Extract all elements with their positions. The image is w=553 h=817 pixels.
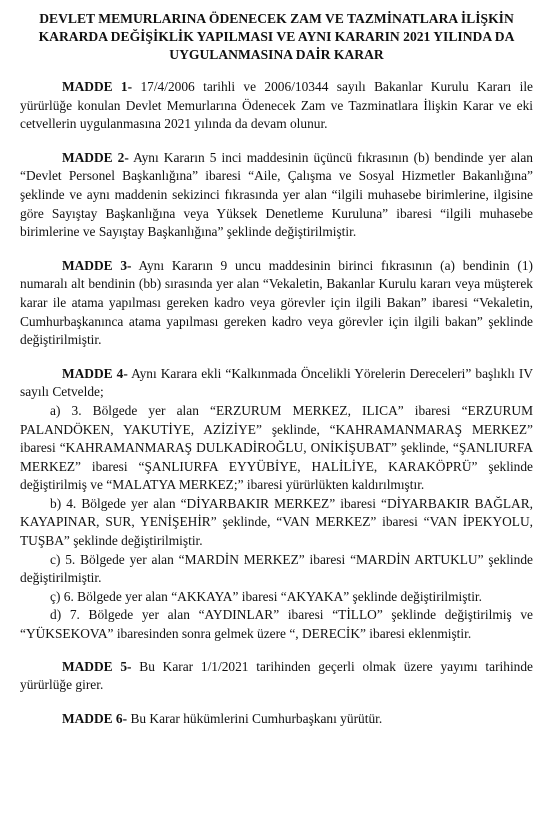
article-4-label: MADDE 4- — [62, 365, 128, 381]
article-5-text: Bu Karar 1/1/2021 tarihinden geçerli olmak üzere yayımı tarihinde yürürlüğe girer. — [20, 658, 533, 693]
article-1-text: 17/4/2006 tarihli ve 2006/10344 sayılı Bakanlar Kurulu Kararı ile yürürlüğe konulan Devlet Memurlarına Ödenecek Zam ve Tazminatlara İlişkin Karar ve eki cetvellerin uygulanmasına 2021 yılında da devam olunur. — [20, 79, 533, 132]
article-4-item-c: c) 5. Bölgede yer alan “MARDİN MERKEZ” ibaresi “MARDİN ARTUKLU” şeklinde değiştirilmiştir. — [20, 551, 533, 586]
title-line: DEVLET MEMURLARINA ÖDENECEK ZAM VE TAZMİNATLARA İLİŞKİN — [39, 11, 514, 26]
article-4-item-c-cedilla: ç) 6. Bölgede yer alan “AKKAYA” ibaresi “AKYAKA” şeklinde değiştirilmiştir. — [50, 588, 482, 604]
article-4-text: Aynı Karara ekli “Kalkınmada Öncelikli Yörelerin Dereceleri” başlıklı IV sayılı Cetvelde; — [20, 365, 533, 400]
article-4-paragraph — [20, 365, 533, 402]
article-1 — [20, 78, 533, 134]
article-5-label: MADDE 5- — [62, 658, 132, 674]
article-2-text: Aynı Kararın 5 inci maddesinin üçüncü fıkrasının (b) bendinde yer alan “Devlet Personel Başkanlığına” ibaresi “Aile, Çalışma ve Sosyal Hizmetler Bakanlığına” şeklinde ve aynı maddenin sekizinci fıkrasında yer alan “ilgili muhasebe birimlerine, ilgisine göre Sayıştay Başkanlığına veya Yüksek Denetleme Kuruluna” ibaresi “ilgili muhasebe birimlerine ve Sayıştay Başkanlığına” şeklinde değiştirilmiştir. — [20, 149, 534, 240]
article-5-paragraph — [20, 658, 533, 695]
document-title — [20, 10, 533, 64]
article-1-paragraph — [20, 78, 533, 134]
article-2-label: MADDE 2- — [62, 149, 129, 165]
article-2-paragraph — [20, 149, 533, 242]
article-1-label: MADDE 1- — [62, 79, 133, 94]
article-6-text: Bu Karar hükümlerini Cumhurbaşkanı yürütür. — [127, 710, 383, 726]
article-4-item-a: a) 3. Bölgede yer alan “ERZURUM MERKEZ, ILICA” ibaresi “ERZURUM PALANDÖKEN, YAKUTİYE, AZİZİYE” şeklinde, “KAHRAMANMARAŞ MERKEZ” ibaresi “KAHRAMANMARAŞ DULKADİROĞLU, ONİKİŞUBAT” şeklinde, “ŞANLIURFA MERKEZ” ibaresi “ŞANLIURFA EYYÜBİYE, HALİLİYE, KARAKÖPRÜ” şeklinde değiştirilmiş ve “MALATYA MERKEZ;” ibaresi yürürlükten kaldırılmıştır. — [20, 402, 533, 493]
article-2 — [20, 149, 533, 242]
article-4-item-b: b) 4. Bölgede yer alan “DİYARBAKIR MERKEZ” ibaresi “DİYARBAKIR BAĞLAR, KAYAPINAR, SUR, YENİŞEHİR” şeklinde, “VAN MERKEZ” ibaresi “VAN İPEKYOLU, TUŞBA” şeklinde değiştirilmiştir. — [20, 495, 533, 549]
article-3 — [20, 257, 533, 350]
article-4-item-d: d) 7. Bölgede yer alan “AYDINLAR” ibaresi “TİLLO” şeklinde değiştirilmiş ve “YÜKSEKOVA” ibaresinden sonra gelmek üzere “, DERECİK” ibaresi eklenmiştir. — [20, 607, 533, 642]
article-3-paragraph — [20, 257, 533, 350]
title-line: UYGULANMASINA DAİR KARAR — [169, 47, 384, 62]
article-3-label: MADDE 3- — [62, 257, 132, 273]
article-4 — [20, 365, 533, 644]
title-line: KARARDA DEĞİŞİKLİK YAPILMASI VE AYNI KARARIN 2021 YILINDA DA — [38, 29, 515, 44]
article-6-paragraph — [20, 710, 533, 729]
article-3-text: Aynı Kararın 9 uncu maddesinin birinci fıkrasının (a) bendinin (1) numaralı alt bendinin (bb) sırasında yer alan “Vekaletin, Bakanlar Kurulu kararı veya müşterek karar ile atama yapılması gereken kadro veya görevler için ilgili Bakan” ibaresi “Vekaletin, Cumhurbaşkanınca atama yapılması gereken kadro veya görevler için ilgili bakan” şeklinde değiştirilmiştir. — [20, 257, 533, 348]
article-6 — [20, 710, 533, 729]
article-5 — [20, 658, 533, 695]
article-6-label: MADDE 6- — [62, 710, 128, 726]
